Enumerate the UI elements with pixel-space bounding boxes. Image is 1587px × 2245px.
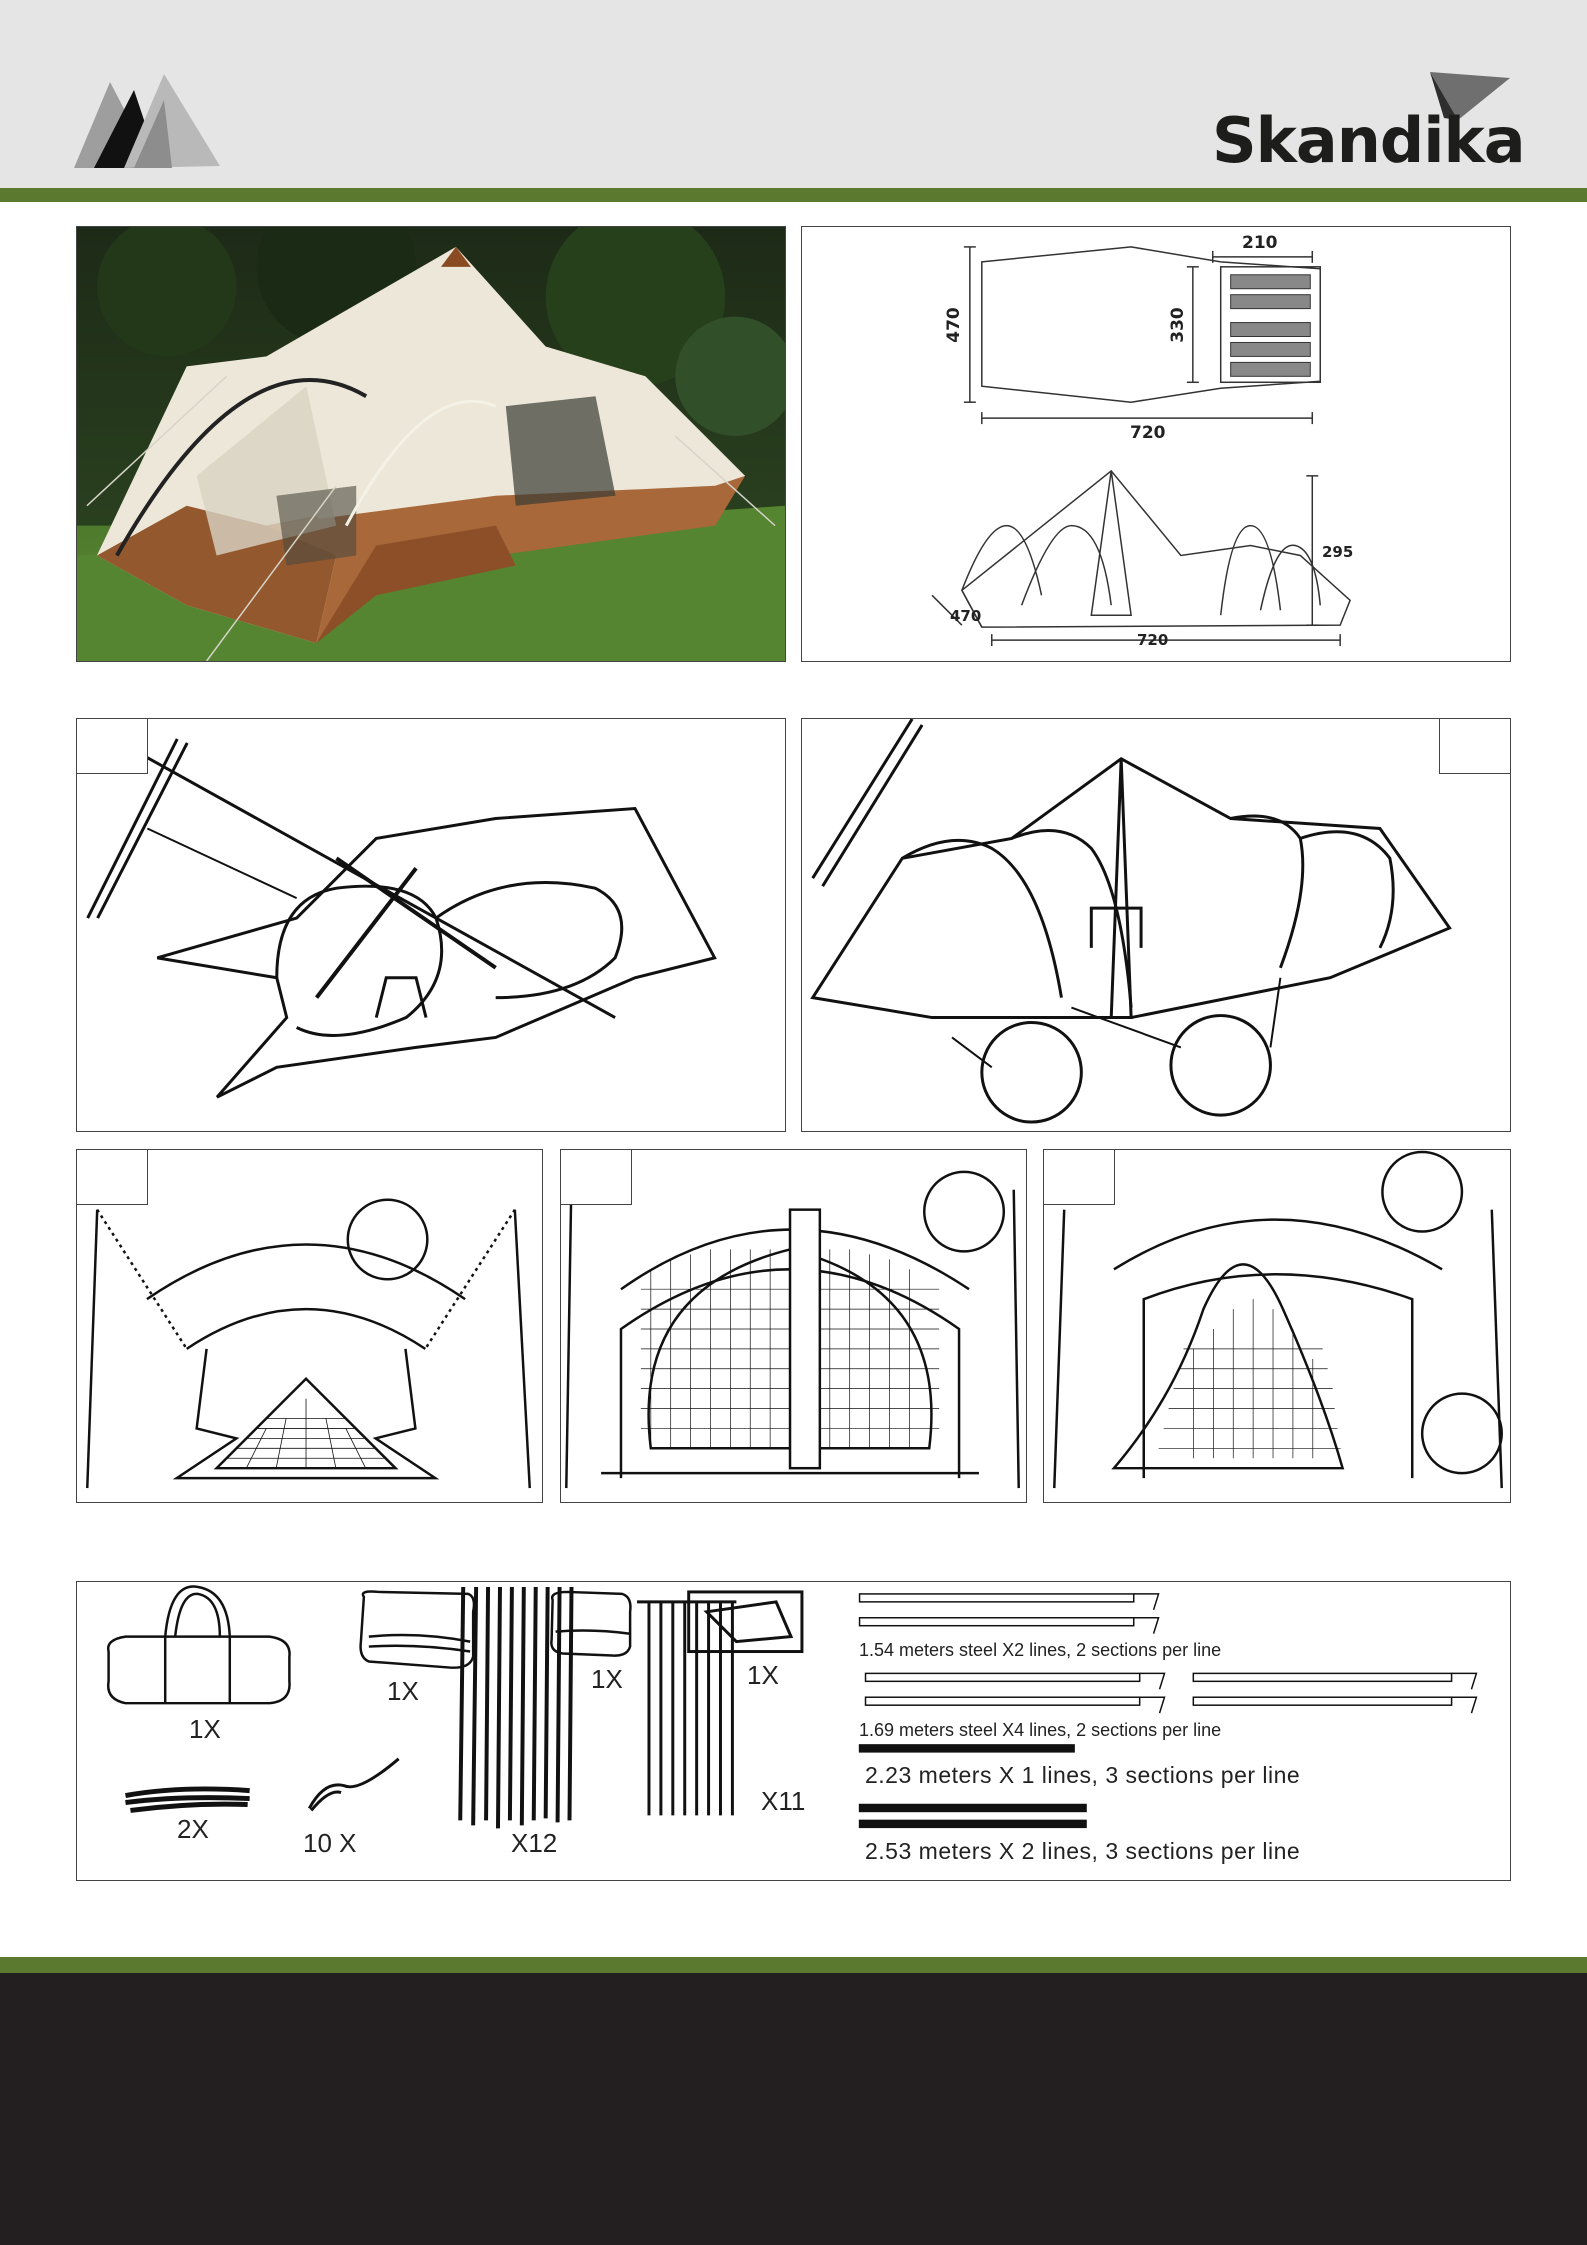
carry-bag-icon [108,1637,289,1704]
inner-tent-icon [551,1592,630,1656]
side-view-width: 470 [950,607,982,625]
step-1-panel [76,718,786,1132]
header-stripe [0,188,1587,202]
pole-spec-3: 2.23 meters X 1 lines, 3 sections per line [865,1762,1301,1788]
outer-tent-qty: 1X [387,1676,419,1706]
top-view-cabin-length: 210 [1242,233,1278,253]
outer-tent-icon [361,1591,474,1667]
top-view-width: 470 [943,307,964,343]
tensioners-icon [309,1759,398,1811]
step-5-number-box [1043,1149,1115,1205]
hook-pegs-qty: X11 [761,1786,806,1816]
top-view-inner-width: 330 [1167,307,1188,343]
page-header [0,0,1587,188]
side-view-length: 720 [1137,631,1169,649]
poles-icon [860,1594,1477,1827]
pole-spec-4: 2.53 meters X 2 lines, 3 sections per line [865,1838,1301,1864]
pole-spec-1: 1.54 meters steel X2 lines, 2 sections per line [859,1640,1222,1660]
step-4-panel [560,1149,1027,1503]
tent-photo [76,226,786,662]
top-view-length: 720 [1130,423,1166,443]
guy-ropes-icon [125,1789,249,1811]
dimensions-panel [801,226,1511,662]
step-3-number-box [76,1149,148,1205]
guy-ropes-qty: 2X [177,1814,209,1844]
footer-stripe [0,1957,1587,1973]
pole-spec-2: 1.69 meters steel X4 lines, 2 sections per line [859,1720,1222,1740]
step-5-panel [1043,1149,1511,1503]
inner-tent-qty: 1X [591,1664,623,1694]
contents-panel [76,1581,1511,1881]
hook-pegs-icon [637,1602,736,1816]
side-view-height: 295 [1322,543,1354,561]
steel-pegs-qty: X12 [511,1828,558,1858]
page-footer [0,1973,1587,2245]
step-2-panel [801,718,1511,1132]
step-4-number-box [560,1149,632,1205]
brand-name: Skandika [1212,104,1525,177]
step-2-number-box [1439,718,1511,774]
groundsheet-qty: 1X [747,1660,779,1690]
step-3-panel [76,1149,543,1503]
tensioners-qty: 10 X [303,1828,357,1858]
mountain-logo-icon [72,70,222,174]
steel-pegs-icon [460,1587,571,1828]
carry-bag-qty: 1X [189,1714,221,1744]
step-1-number-box [76,718,148,774]
